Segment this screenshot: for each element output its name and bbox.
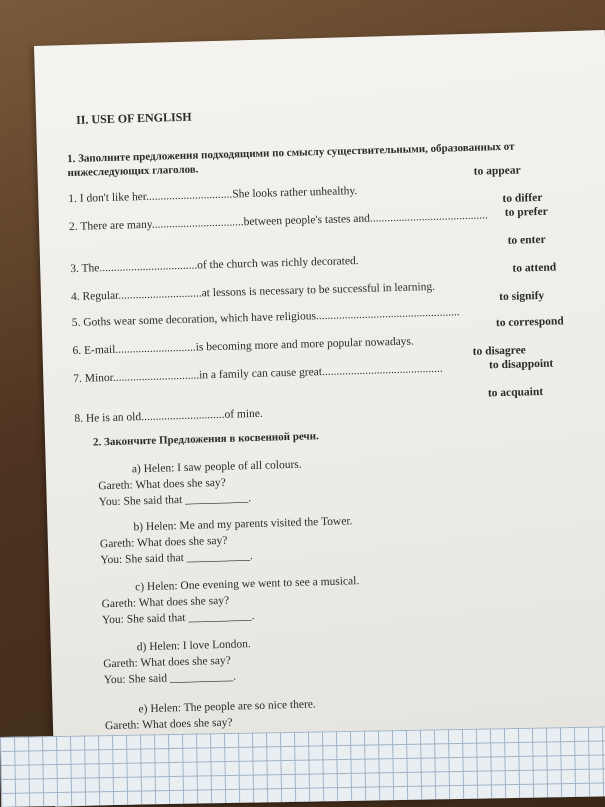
item-c-gareth: Gareth: What does she say? [101, 594, 230, 611]
item-d-gareth: Gareth: What does she say? [103, 654, 231, 671]
task1-instruction-line1: 1. Заполните предложения подходящими по смыслу существительными, образованных от [67, 140, 515, 166]
sentence-8: 8. He is an old.............................of mine. [74, 407, 263, 426]
item-c-you: You: She said that ___________. [101, 610, 255, 627]
item-b-you: You: She said that ___________. [100, 550, 253, 567]
verb-to-prefer: to prefer [504, 205, 548, 219]
sentence-5: 5. Goths wear some decoration, which have religious.................................................. [71, 306, 460, 330]
item-b-helen: b) Helen: Me and my parents visited the Tower. [133, 515, 353, 534]
item-e-gareth: Gareth: What does she say? [104, 716, 233, 733]
item-e-helen: e) Helen: The people are so nice there. [138, 698, 316, 716]
sentence-1: 1. I don't like her..............................She looks rather unhealthy. [68, 185, 358, 206]
verb-to-acquaint: to acquaint [487, 385, 544, 400]
verb-to-signify: to signify [499, 289, 545, 304]
sentence-7: 7. Minor..............................in a family can cause great.......................................... [73, 362, 443, 386]
item-a-gareth: Gareth: What does she say? [98, 476, 226, 493]
sentence-4: 4. Regular.............................at lessons is necessary to be successful in learning. [70, 280, 436, 304]
verb-to-appear: to appear [473, 164, 521, 178]
worksheet-page [34, 30, 605, 807]
item-a-you: You: She said that ___________. [98, 492, 252, 509]
item-d-helen: d) Helen: I love London. [136, 638, 251, 654]
verb-to-differ: to differ [502, 191, 543, 205]
verb-to-attend: to attend [512, 261, 557, 275]
task1-instruction-line2: нижеследующих глаголов. [67, 163, 199, 180]
section-title: II. USE OF ENGLISH [75, 109, 192, 127]
item-c-helen: c) Helen: One evening we went to see a musical. [134, 575, 360, 594]
grid-notebook [0, 726, 605, 807]
item-d-you: You: She said ___________. [103, 670, 237, 687]
verb-to-correspond: to correspond [495, 315, 564, 330]
verb-to-disagree: to disagree [472, 344, 526, 358]
sentence-3: 3. The..................................of the church was richly decorated. [70, 255, 359, 276]
verb-to-disappoint: to disappoint [488, 357, 554, 372]
item-a-helen: a) Helen: I saw people of all colours. [131, 458, 302, 476]
sentence-2: 2. There are many................................between people's tastes and......................................... [68, 209, 488, 234]
sentence-6: 6. E-mail............................is becoming more and more popular nowadays. [72, 335, 414, 358]
item-b-gareth: Gareth: What does she say? [99, 534, 228, 551]
verb-to-enter: to enter [507, 233, 546, 247]
task2-instruction: 2. Закончите Предложения в косвенной речи. [92, 430, 319, 449]
